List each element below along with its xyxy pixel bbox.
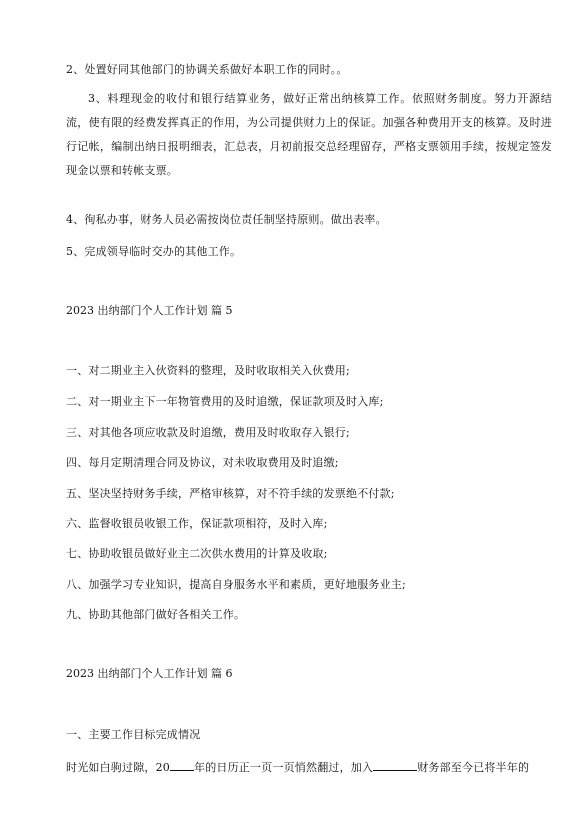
section-6-heading: 2023 出纳部门个人工作计划 篇 6 (66, 667, 233, 680)
paragraph-item-2: 2、处置好同其他部门的协调关系做好本职工作的同时。。 (66, 63, 348, 76)
section-5-item-5: 五、坚决坚持财务手续，严格审核算，对不符手续的发票绝不付款; (66, 487, 395, 500)
section-6-body-line (66, 760, 529, 776)
name-blank (373, 760, 417, 771)
section-6-subheading: 一、主要工作目标完成情况 (66, 728, 201, 741)
section-5-heading: 2023 出纳部门个人工作计划 篇 5 (66, 304, 233, 317)
section-5-item-8: 八、加强学习专业知识，提高自身服务水平和素质，更好地服务业主; (66, 578, 406, 591)
paragraph-item-5: 5、完成领导临时交办的其他工作。 (66, 245, 242, 258)
section-5-item-6: 六、监督收银员收银工作，保证款项相符，及时入库; (66, 517, 328, 530)
section-5-item-2: 二、对一期业主下一年物管费用的及时追缴，保证款项及时入库; (66, 395, 384, 408)
section-5-item-3: 三、对其他各项应收款及时追缴，费用及时收取存入银行; (66, 426, 350, 439)
section-5-item-4: 四、每月定期清理合同及协议，对未收取费用及时追缴; (66, 456, 339, 469)
section-5-item-1: 一、对二期业主入伙资料的整理，及时收取相关入伙费用; (66, 364, 350, 377)
paragraph-item-4: 4、徇私办事，财务人员必需按岗位责任制坚持原则。做出表率。 (66, 213, 387, 226)
section-6-body-part-2: 年的日历正一页一页悄然翻过，加入 (194, 761, 374, 774)
section-5-item-7: 七、协助收银员做好业主二次供水费用的计算及收取; (66, 547, 328, 560)
section-6-body-part-1: 时光如白驹过隙，20 (66, 761, 170, 774)
section-5-item-9: 九、协助其他部门做好各相关工作。 (66, 608, 246, 621)
paragraph-item-3: 3、料理现金的收付和银行结算业务，做好正常出纳核算工作。依照财务制度。努力开源结流，使有限的经费发挥真正的作用，为公司提供财力上的保证。加强各种费用开支的核算。及时进行记帐，编制出纳日报明细表，汇总表，月初前报交总经理留存，严格支票领用手续，按规定签发现金以票和转帐支票。 (66, 92, 552, 177)
year-blank (170, 760, 194, 771)
section-6-body-part-3: 财务部至今已将半年的 (417, 761, 530, 774)
